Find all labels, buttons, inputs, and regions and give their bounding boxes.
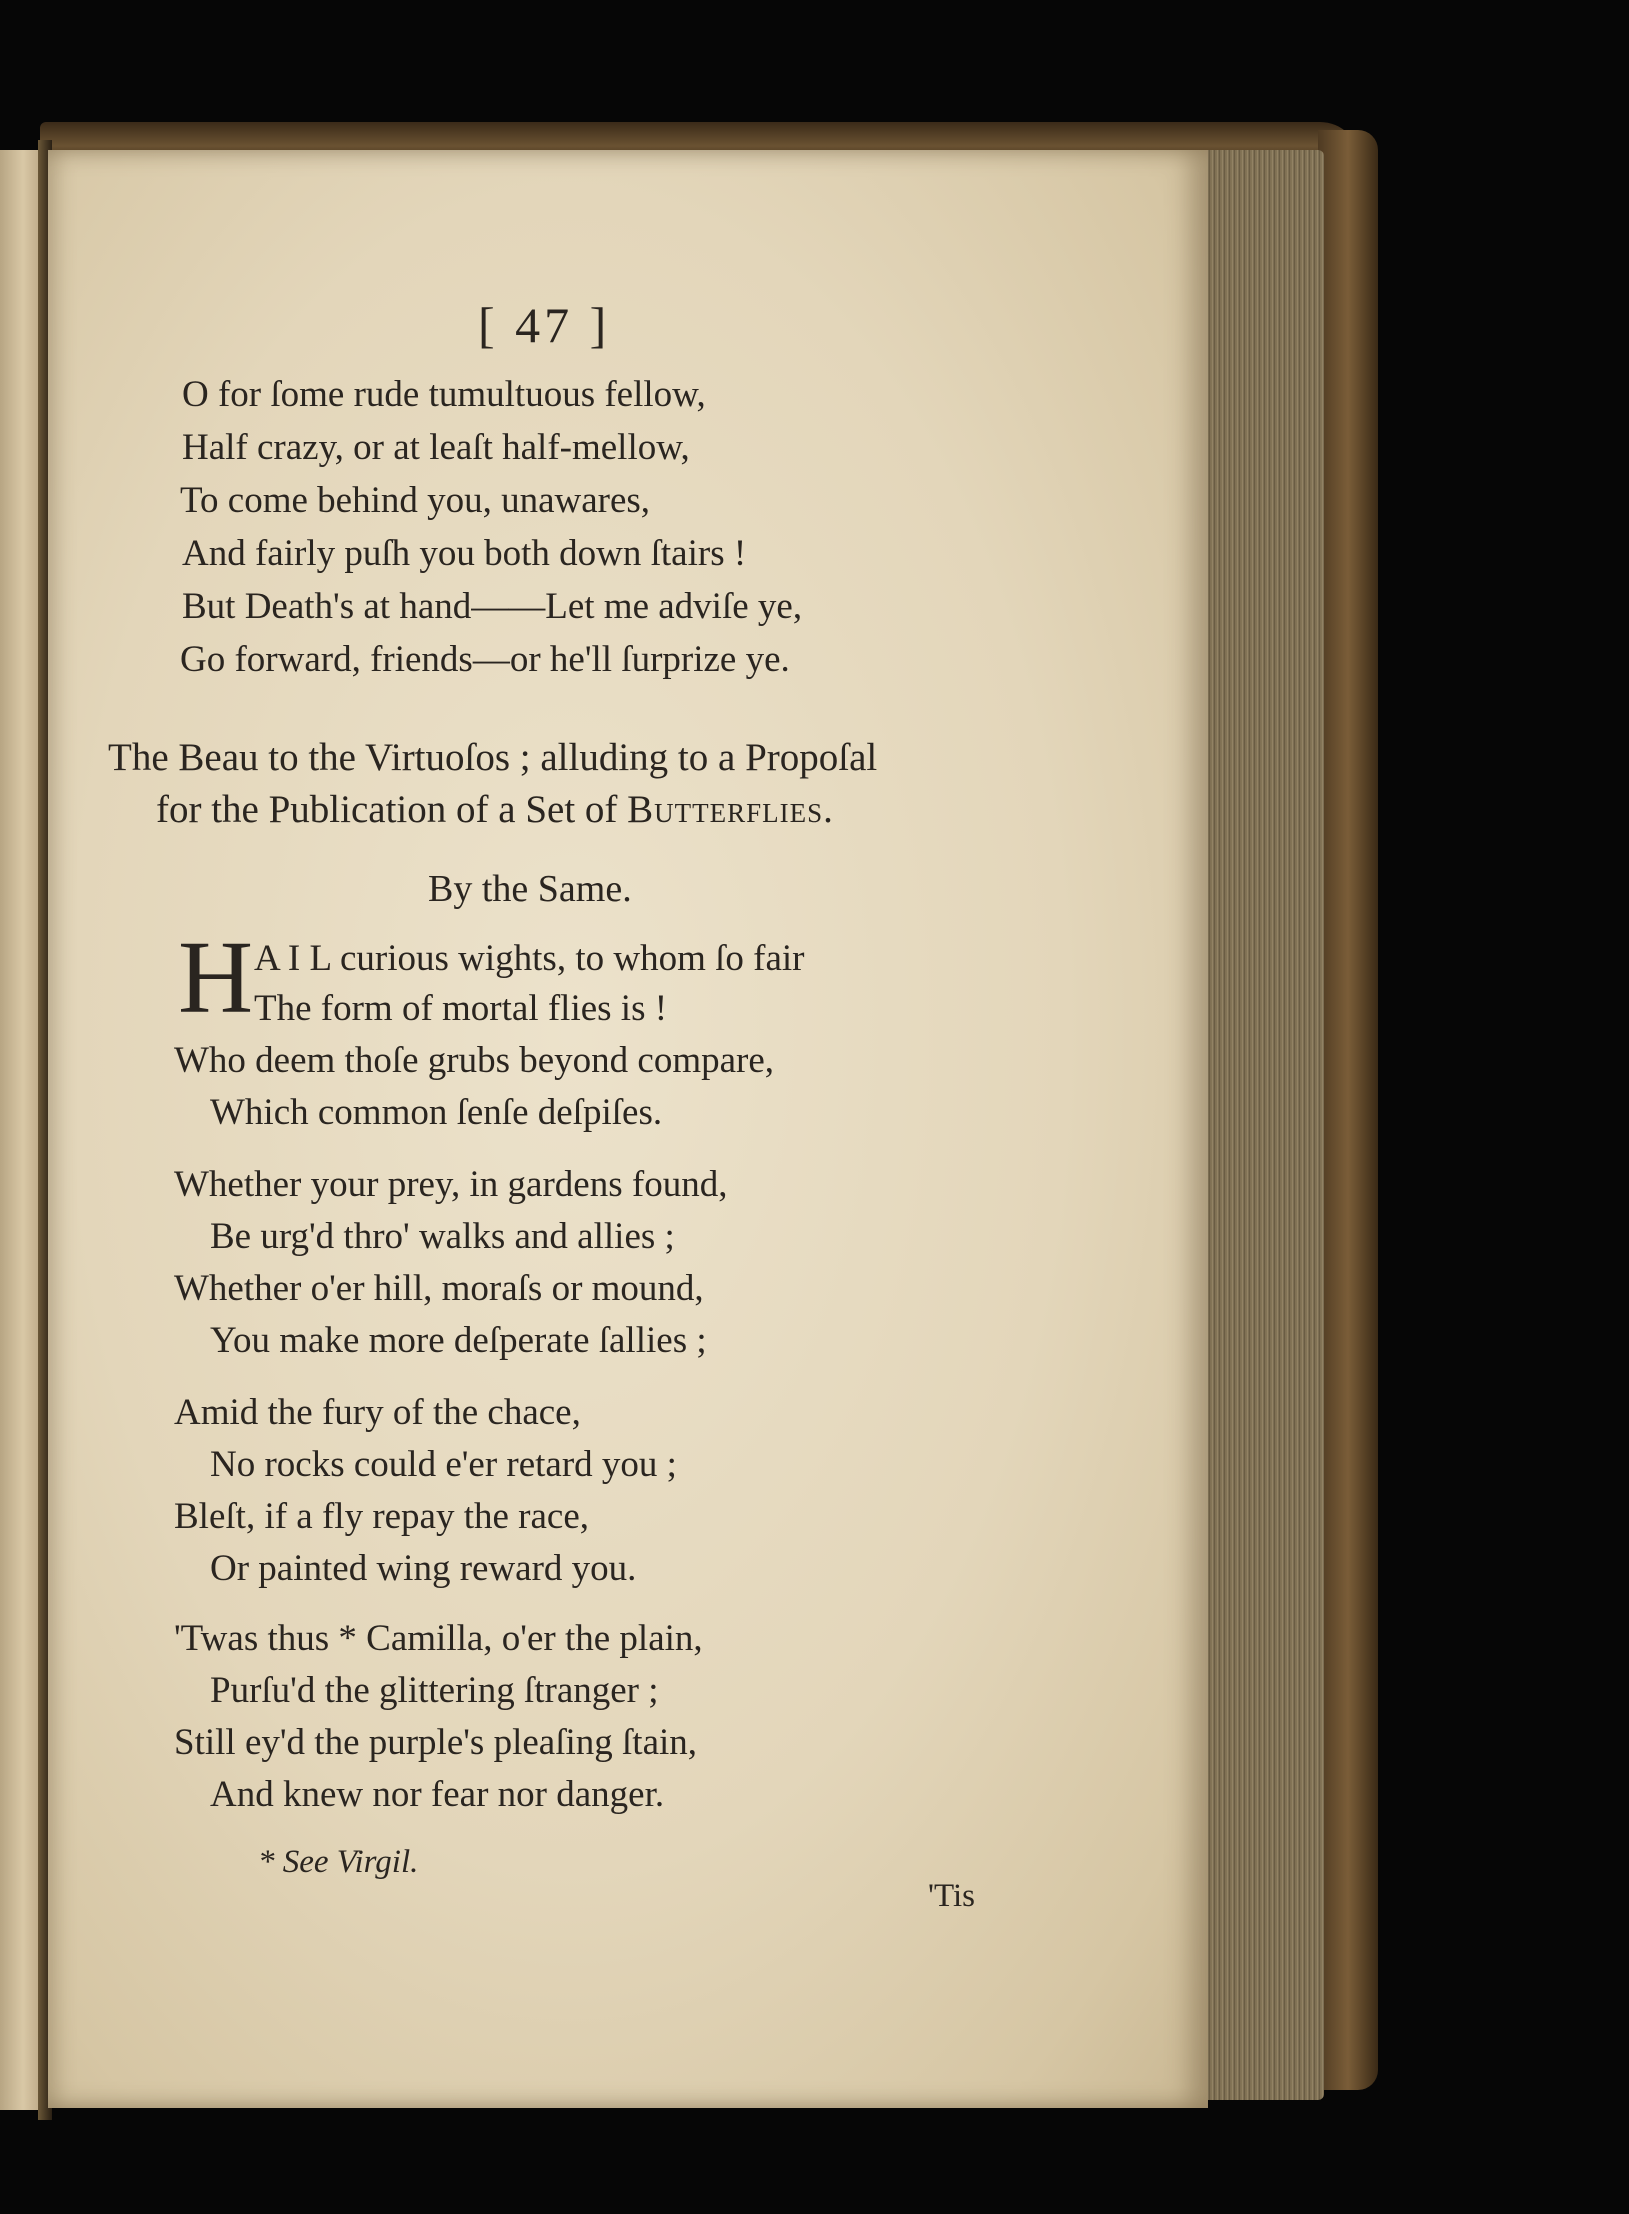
printed-page (48, 150, 1208, 2108)
verse-line: Amid the fury of the chace, (174, 1392, 581, 1433)
poem-title-line-2 (156, 790, 834, 829)
catchword: 'Tis (928, 1878, 975, 1914)
page-number: [ 47 ] (478, 297, 611, 353)
verse-line: Half crazy, or at leaſt half-mellow, (182, 427, 690, 468)
verse-line: And fairly puſh you both down ſtairs ! (182, 533, 747, 574)
verse-line: Still ey'd the purple's pleaſing ſtain, (174, 1722, 698, 1763)
verse-line: Go forward, friends—or he'll ſurprize ye. (180, 639, 790, 680)
page-fore-edge (1196, 150, 1324, 2100)
drop-capital: H (178, 920, 254, 1035)
verse-line: But Death's at hand——Let me adviſe ye, (182, 586, 803, 627)
verse-line: Bleſt, if a fly repay the race, (174, 1496, 590, 1537)
footnote: * See Virgil. (258, 1844, 419, 1880)
facing-page-edge (0, 150, 42, 2110)
poem-title-line-1: The Beau to the Virtuoſos ; alluding to a Propoſal (108, 736, 878, 779)
verse-line: Which common ſenſe deſpiſes. (210, 1092, 663, 1133)
poem-title-text: for the Publication of a Set of (156, 788, 628, 831)
verse-line: O for ſome rude tumultuous fellow, (182, 374, 706, 415)
verse-line: A I L curious wights, to whom ſo fair (254, 938, 805, 979)
verse-line: No rocks could e'er retard you ; (210, 1444, 677, 1485)
verse-line: To come behind you, unawares, (180, 480, 651, 521)
verse-line: The form of mortal flies is ! (254, 988, 668, 1029)
verse-line: Purſu'd the glittering ſtranger ; (210, 1670, 659, 1711)
verse-line: Be urg'd thro' walks and allies ; (210, 1216, 675, 1257)
poem-title-caps: Butterflies. (627, 788, 834, 831)
verse-line: And knew nor fear nor danger. (210, 1774, 665, 1815)
verse-line: Whether o'er hill, moraſs or mound, (174, 1268, 704, 1309)
poem-byline: By the Same. (428, 868, 632, 910)
verse-line: Who deem thoſe grubs beyond compare, (174, 1040, 775, 1081)
verse-line: You make more deſperate ſallies ; (210, 1320, 707, 1361)
verse-line: Whether your prey, in gardens found, (174, 1164, 728, 1205)
book-cover-right (1318, 130, 1378, 2090)
verse-line: Or painted wing reward you. (210, 1548, 637, 1589)
verse-line: 'Twas thus * Camilla, o'er the plain, (174, 1618, 703, 1659)
